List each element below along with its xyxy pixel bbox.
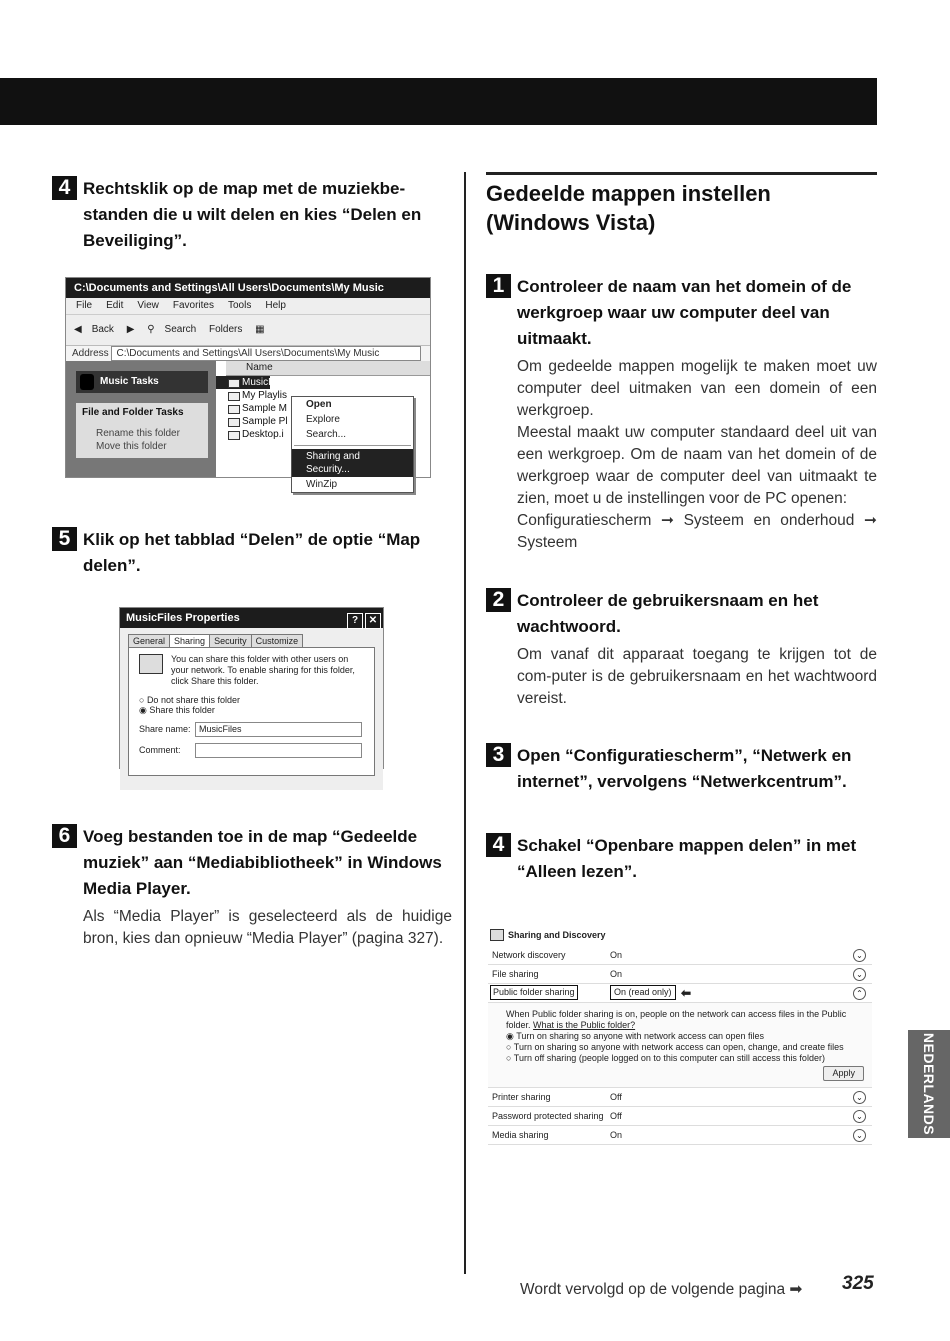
properties-dialog — [119, 607, 384, 769]
forward-icon[interactable]: ▶ — [126, 324, 135, 335]
share-name-row — [139, 722, 364, 737]
printer-sharing-row[interactable] — [488, 1088, 872, 1107]
menu-view[interactable]: View — [137, 300, 159, 311]
share-name-input[interactable]: MusicFiles — [195, 722, 362, 737]
section-heading: Gedeelde mappen instellen (Windows Vista) — [486, 172, 877, 237]
music-icon — [80, 374, 94, 390]
step-body-path: Configuratiescherm ➞ Systeem en onderhoud ➞ Systeem — [517, 512, 877, 551]
menu-tools[interactable]: Tools — [227, 300, 252, 311]
back-button[interactable]: Back — [91, 324, 114, 335]
explorer-menu — [66, 298, 430, 315]
chevron-down-icon[interactable]: ⌄ — [853, 1110, 866, 1123]
address-field[interactable]: C:\Documents and Settings\All Users\Documents\My Music — [111, 346, 421, 361]
music-tasks-panel[interactable] — [76, 371, 208, 393]
folder-icon — [139, 654, 163, 674]
row-label: File sharing — [492, 969, 539, 979]
step-title: Voeg bestanden toe in de map “Gedeelde muziek” aan “Mediabibliotheek” in Windows Media Player. — [83, 827, 442, 898]
views-icon[interactable]: ▦ — [255, 324, 265, 335]
search-button[interactable]: Search — [164, 324, 197, 335]
menu-favorites[interactable]: Favorites — [172, 300, 214, 311]
close-icon[interactable]: ✕ — [365, 613, 381, 629]
step-6-left — [52, 824, 452, 950]
public-folder-help-link[interactable]: What is the Public folder? — [533, 1020, 636, 1030]
share-folder-radio[interactable]: ◉ Share this folder — [139, 705, 215, 715]
file-item[interactable]: Sample M — [216, 402, 430, 415]
step-number: 4 — [486, 833, 511, 857]
step-body-text: Meestal maakt uw computer standaard deel uit van een werkgroep. Om de naam van het domein of de werkgroep waar de computer deel van uitmaakt te zien, moet u de instellingen voor de PC openen: — [517, 424, 877, 507]
option-turn-off-radio[interactable]: ○ Turn off sharing (people logged on to this computer can still access this folder) — [506, 1053, 864, 1064]
step-3-right — [486, 743, 877, 795]
step-body-text: Om gedeelde mappen mogelijk te maken moet uw computer deel uitmaken van een domein of een werkgroep. — [517, 358, 877, 419]
password-sharing-row[interactable] — [488, 1107, 872, 1126]
step-2-right — [486, 588, 877, 710]
row-label: Network discovery — [492, 950, 566, 960]
chevron-down-icon[interactable]: ⌄ — [853, 1129, 866, 1142]
continued-note: Wordt vervolgd op de volgende pagina ➡ — [520, 1281, 803, 1298]
step-4-left — [52, 176, 452, 254]
step-title: Controleer de naam van het domein of de werkgroep waar uw computer deel van uitmaakt. — [517, 277, 852, 348]
ctx-sharing-security[interactable]: Sharing and Security... — [292, 449, 413, 477]
apply-button[interactable]: Apply — [823, 1066, 864, 1081]
step-number: 4 — [52, 176, 77, 200]
file-item[interactable]: Sample Pl — [216, 415, 430, 428]
step-body — [517, 644, 877, 710]
step-1-right — [486, 274, 877, 554]
chevron-up-icon[interactable]: ⌃ — [853, 987, 866, 1000]
chevron-down-icon[interactable]: ⌄ — [853, 968, 866, 981]
step-title: Open “Configuratiescherm”, “Netwerk en internet”, vervolgens “Netwerkcentrum”. — [517, 746, 852, 791]
row-value: On — [610, 1130, 623, 1140]
explorer-toolbar — [66, 315, 430, 346]
step-number: 1 — [486, 274, 511, 298]
step-title: Schakel “Openbare mappen delen” in met “Alleen lezen”. — [517, 836, 857, 881]
ctx-explore[interactable]: Explore — [306, 414, 340, 425]
row-label: Password protected sharing — [492, 1111, 604, 1121]
file-item[interactable]: MusicFiles — [216, 376, 270, 389]
comment-label: Comment: — [139, 744, 181, 755]
media-sharing-row[interactable] — [488, 1126, 872, 1145]
step-4-right — [486, 833, 877, 885]
move-folder-task[interactable]: Move this folder — [96, 441, 167, 452]
ctx-separator — [294, 445, 411, 446]
menu-file[interactable]: File — [76, 300, 93, 311]
sharing-panel — [128, 647, 375, 776]
sharing-description — [171, 654, 364, 687]
music-tasks-label: Music Tasks — [100, 376, 159, 387]
step-body — [517, 356, 877, 554]
dialog-title-bar — [120, 608, 383, 628]
row-label: Printer sharing — [492, 1092, 551, 1102]
back-icon[interactable]: ◀ — [74, 324, 82, 335]
folders-button[interactable]: Folders — [209, 324, 243, 335]
sharing-discovery-panel — [488, 930, 872, 1142]
search-icon[interactable]: ⚲ — [147, 324, 155, 335]
public-folder-explanation — [506, 1009, 864, 1031]
column-divider — [464, 172, 466, 1274]
row-value: On — [610, 969, 623, 979]
dialog-body — [120, 628, 383, 790]
public-folder-options — [488, 1003, 872, 1088]
file-sharing-row[interactable] — [488, 965, 872, 984]
share-options — [139, 695, 364, 716]
tab-general[interactable]: General — [128, 634, 170, 647]
step-body — [83, 906, 452, 950]
sharing-description-text: You can share this folder with other users on your network. To enable sharing for this folder, click Share this folder. — [171, 654, 355, 686]
row-label: Media sharing — [492, 1130, 549, 1140]
row-label: Public folder sharing — [490, 985, 578, 1000]
sharing-discovery-header: Sharing and Discovery — [488, 930, 872, 940]
page-number: 325 — [842, 1273, 874, 1294]
menu-edit[interactable]: Edit — [106, 300, 124, 311]
arrow-left-icon: ⬅ — [681, 986, 692, 1000]
public-folder-sharing-row[interactable] — [488, 984, 872, 1003]
network-discovery-row[interactable] — [488, 946, 872, 965]
row-value: On — [610, 950, 623, 960]
option-open-files-radio[interactable]: ◉ Turn on sharing so anyone with network access can open files — [506, 1031, 864, 1042]
explorer-task-pane — [66, 361, 216, 477]
step-title: Controleer de gebruikersnaam en het wachtwoord. — [517, 591, 819, 636]
dialog-tabs — [128, 634, 375, 647]
share-name-label: Share name: — [139, 723, 191, 734]
address-label: Address — [72, 348, 109, 359]
language-tab-label: NEDERLANDS — [921, 1032, 937, 1136]
context-menu — [291, 396, 414, 493]
folder-tasks-panel — [76, 403, 208, 458]
step-number: 5 — [52, 527, 77, 551]
explorer-title: C:\Documents and Settings\All Users\Documents\My Music — [66, 278, 430, 298]
option-change-files-radio[interactable]: ○ Turn on sharing so anyone with network access can open, change, and create files — [506, 1042, 864, 1053]
tab-customize[interactable]: Customize — [251, 634, 304, 647]
step-number: 3 — [486, 743, 511, 767]
step-title: Klik op het tabblad “Delen” de optie “Map delen”. — [83, 530, 421, 575]
comment-row — [139, 743, 364, 758]
tab-sharing[interactable]: Sharing — [169, 634, 210, 647]
step-number: 2 — [486, 588, 511, 612]
chevron-down-icon[interactable]: ⌄ — [853, 949, 866, 962]
menu-help[interactable]: Help — [265, 300, 286, 311]
help-icon[interactable]: ? — [347, 613, 363, 629]
chevron-down-icon[interactable]: ⌄ — [853, 1091, 866, 1104]
file-item[interactable]: My Playlis — [216, 389, 430, 402]
do-not-share-radio[interactable]: ○ Do not share this folder — [139, 695, 240, 705]
row-value: Off — [610, 1111, 622, 1121]
dialog-title: MusicFiles Properties — [126, 612, 240, 624]
step-title: Rechtsklik op de map met de muziekbe-standen die u wilt delen en kies “Delen en Beveiliging”. — [83, 179, 422, 250]
folder-tasks-label[interactable]: File and Folder Tasks — [82, 407, 184, 418]
file-item[interactable]: Desktop.i — [216, 428, 430, 441]
step-body-text: Om vanaf dit apparaat toegang te krijgen tot de com-puter is de gebruikersnaam en het wachtwoord vereist. — [517, 646, 877, 707]
ctx-search[interactable]: Search... — [306, 429, 347, 440]
tab-security[interactable]: Security — [209, 634, 252, 647]
language-tab — [908, 1030, 950, 1138]
step-body-text: Als “Media Player” is geselecteerd als de huidige bron, kies dan opnieuw “Media Player” (pagina 327). — [83, 908, 452, 947]
rename-folder-task[interactable]: Rename this folder — [96, 428, 180, 439]
comment-input[interactable] — [195, 743, 362, 758]
ctx-winzip[interactable]: WinZip — [306, 479, 338, 490]
row-value: Off — [610, 1092, 622, 1102]
row-value: On (read only) — [610, 985, 676, 1000]
name-column-header[interactable]: Name — [226, 361, 430, 376]
step-number: 6 — [52, 824, 77, 848]
ctx-open[interactable]: Open — [306, 399, 332, 410]
explorer-screenshot — [65, 277, 431, 490]
step-5-left — [52, 527, 452, 579]
explanation-text: When Public folder sharing is on, people on the network can access files in the Public folder. — [506, 1009, 847, 1030]
header-bar — [0, 78, 877, 125]
